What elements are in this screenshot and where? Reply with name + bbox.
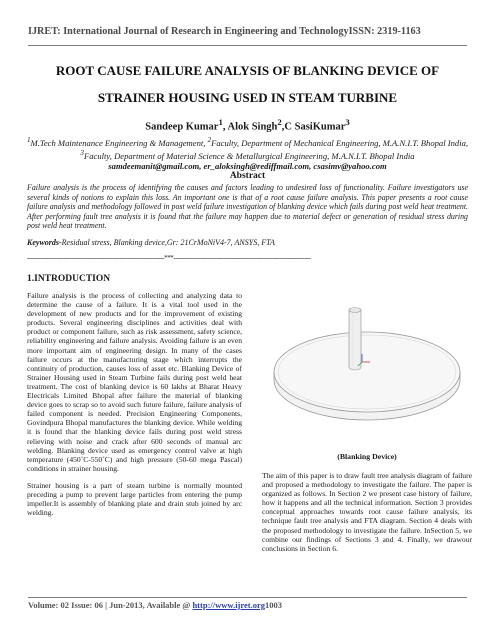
aff-1-sup: 1 xyxy=(26,136,31,144)
left-column xyxy=(27,291,242,525)
author-list xyxy=(20,117,475,133)
aff-2-sup: 2 xyxy=(207,136,212,144)
page-footer xyxy=(28,597,467,610)
intro-paragraph-3: The aim of this paper is to draw fault tree analysis diagram of failure and proposed a methodology to investigate the failure. The paper is organized as follows. In Section 2 we present case history of failure, how it happens and all the technical information. Section 3 provides conceptual approaches towards root cause failure analysis, its technique fault tree analysis and FTA diagram. Section 4 deals with the proposed methodology to investigate the failure. InSection 5, we combine our findings of Sections 3 and 4. Finally, we drawour conclusions in Section 6. xyxy=(262,471,472,553)
intro-paragraph-1: Failure analysis is the process of collecting and analyzing data to determine the cause of a failure. It is a vital tool used in the development of new products and for the improvement of existing products. Several engineering disciplines and activities deal with product or component failure, such as risk assessment, safety science, reliability engineering and failure analysis. Avoiding failure is an even more important aim of engineering design. In many of the cases failure occurs at the manufacturing stage which interrupts the continuity of production, causes loss of asset etc. Blanking Device of Strainer Housing used in Steam Turbine fails during post weld heat treatment. The cost of blanking device is 60 lakhs at Bharat Heavy Electricals Limited Bhopal after failure the material of blanking device goes to scrap so to avoid such future failure, failure analysis of failed component is needed. Precision Engineering Components, Govindpura Bhopal manufactures the blanking device. While welding it is found that the blanking device fails during post weld stress relieving with noise and crack after 600 seconds of manual arc welding. Blanking device used as emergency control valve at high temperature (450˚C-550˚C) and high pressure (50-60 mega Pascal) conditions in strainer housing. xyxy=(27,291,242,473)
abstract-heading: Abstract xyxy=(229,171,266,181)
blanking-device-figure xyxy=(262,280,472,458)
title-line-1: ROOT CAUSE FAILURE ANALYSIS OF BLANKING DEVICE OF xyxy=(55,63,440,78)
keywords xyxy=(27,238,468,247)
author-2-sup: 2 xyxy=(277,117,282,127)
aff-3-sup: 3 xyxy=(80,148,84,157)
right-column xyxy=(262,471,472,553)
aff-2: Faculty, Department of Mechanical Engineering, M.A.N.I.T. Bhopal India, xyxy=(211,137,469,148)
affiliations xyxy=(20,135,475,171)
separator: -----------------------------------------------------------------------***----------------------------------------------------------------------- xyxy=(27,254,311,262)
paper-title xyxy=(20,57,475,111)
journal-header-text: IJRET: International Journal of Research in Engineering and TechnologyISSN: 2319-1163 xyxy=(28,26,421,37)
author-1: Sandeep Kumar xyxy=(145,121,219,133)
title-line-2: STRAINER HOUSING USED IN STEAM TURBINE xyxy=(97,90,398,105)
author-2: , Alok Singh xyxy=(222,121,278,133)
journal-link[interactable]: http://www.ijret.org xyxy=(192,600,266,610)
author-emails: samdeemanit@gmail.com, er_aloksingh@rediffmail.com, csasimv@yahoo.com xyxy=(108,160,387,171)
author-3: ,C SasiKumar xyxy=(281,121,346,133)
page-number: 1003 xyxy=(265,600,283,610)
aff-3: Faculty, Department of Material Science & Metallurgical Engineering, M.A.N.I.T. Bhopal India xyxy=(84,150,415,161)
author-1-sup: 1 xyxy=(218,117,223,127)
aff-1: M.Tech Maintenance Engineering & Management, xyxy=(30,137,208,148)
keywords-label: Keywords- xyxy=(27,238,62,247)
author-3-sup: 3 xyxy=(345,117,350,127)
footer-volume: Volume: 02 Issue: 06 | Jun-2013, Available @ xyxy=(28,600,193,610)
figure-caption: (Blanking Device) xyxy=(337,452,397,461)
journal-header xyxy=(28,25,467,46)
abstract-text: Failure analysis is the process of identifying the causes and factors leading to undesired loss of functionality. Failure investigators use several kinds of notions to explain this loss. An important one is that of a root cause failure analysis. This paper presents a root cause failure analysis and methodology followed in post weld failure investigation of blanking device which fails during post weld heat treatment. After performing fault tree analysis it is found that the failure may happen due to material defect or generation of residual stress during post weld heat treatment. xyxy=(27,183,468,231)
blanking-device-drawing xyxy=(262,280,472,458)
affiliation-text xyxy=(20,135,475,161)
section-heading-introduction: 1.INTRODUCTION xyxy=(27,274,111,284)
keywords-text: Residual stress, Blanking device,Gr: 21CrMoNiV4-7, ANSYS, FTA xyxy=(61,238,275,247)
intro-paragraph-2: Strainer housing is a part of steam turbine is normally mounted preceding a pump to prevent large particles from entering the pump impeller.It is assembly of blanking plate and drain stub joined by arc welding. xyxy=(27,480,242,518)
